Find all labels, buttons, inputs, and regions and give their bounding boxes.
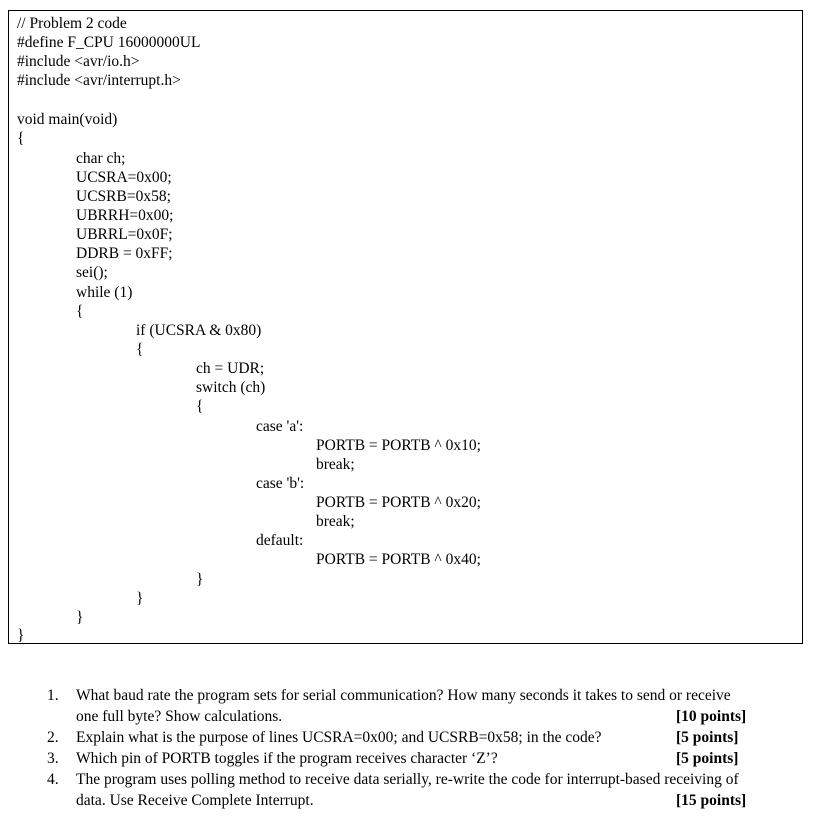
code-case-a-label: case 'a': bbox=[256, 418, 304, 435]
code-case-a-toggle: PORTB = PORTB ^ 0x10; bbox=[316, 437, 481, 454]
question-4-points: [15 points] bbox=[676, 792, 747, 809]
code-include-io-line: #include <avr/io.h> bbox=[17, 53, 140, 70]
code-while-close-brace: } bbox=[76, 609, 84, 626]
code-if-line: if (UCSRA & 0x80) bbox=[136, 322, 262, 339]
question-3-text: Which pin of PORTB toggles if the program receives character ‘Z’? bbox=[76, 750, 498, 767]
code-case-a-break: break; bbox=[316, 456, 355, 473]
code-case-b-break: break; bbox=[316, 513, 355, 530]
question-1-text-line2: one full byte? Show calculations. bbox=[76, 708, 283, 725]
code-while-line: while (1) bbox=[76, 284, 133, 301]
code-ucsra-line: UCSRA=0x00; bbox=[76, 169, 172, 186]
question-4-text-line2: data. Use Receive Complete Interrupt. bbox=[76, 792, 314, 809]
code-switch-close-brace: } bbox=[196, 571, 204, 588]
code-case-b-label: case 'b': bbox=[256, 475, 305, 492]
code-switch-line: switch (ch) bbox=[196, 379, 266, 396]
code-default-toggle: PORTB = PORTB ^ 0x40; bbox=[316, 551, 481, 568]
code-main-close-brace: } bbox=[17, 627, 25, 644]
question-2-points: [5 points] bbox=[676, 729, 739, 746]
question-2-text: Explain what is the purpose of lines UCSRA=0x00; and UCSRB=0x58; in the code? bbox=[76, 729, 602, 746]
question-3-number: 3. bbox=[47, 750, 59, 767]
question-3-points: [5 points] bbox=[676, 750, 739, 767]
code-while-open-brace: { bbox=[76, 303, 84, 320]
code-default-label: default: bbox=[256, 532, 304, 549]
question-1-points: [10 points] bbox=[676, 708, 747, 725]
code-main-signature: void main(void) bbox=[17, 111, 118, 128]
code-ubrrh-line: UBRRH=0x00; bbox=[76, 207, 174, 224]
code-main-open-brace: { bbox=[17, 130, 25, 147]
code-define-line: #define F_CPU 16000000UL bbox=[17, 34, 201, 51]
code-ubrrl-line: UBRRL=0x0F; bbox=[76, 226, 173, 243]
code-if-open-brace: { bbox=[136, 341, 144, 358]
question-4-text-line1: The program uses polling method to receive data serially, re-write the code for interrupt-based receiving of bbox=[76, 771, 739, 788]
code-include-int-line: #include <avr/interrupt.h> bbox=[17, 72, 181, 89]
code-read-udr-line: ch = UDR; bbox=[196, 360, 265, 377]
code-ucsrb-line: UCSRB=0x58; bbox=[76, 188, 171, 205]
code-case-b-toggle: PORTB = PORTB ^ 0x20; bbox=[316, 494, 481, 511]
code-ddrb-line: DDRB = 0xFF; bbox=[76, 245, 173, 262]
code-char-decl: char ch; bbox=[76, 150, 126, 167]
code-comment-line: // Problem 2 code bbox=[17, 15, 127, 32]
code-if-close-brace: } bbox=[136, 590, 144, 607]
question-4-number: 4. bbox=[47, 771, 59, 788]
code-switch-open-brace: { bbox=[196, 398, 204, 415]
question-1-text-line1: What baud rate the program sets for serial communication? How many seconds it takes to send or receive bbox=[76, 687, 731, 704]
code-listing-box bbox=[8, 10, 803, 644]
question-2-number: 2. bbox=[47, 729, 59, 746]
code-sei-line: sei(); bbox=[76, 264, 108, 281]
question-1-number: 1. bbox=[47, 687, 59, 704]
